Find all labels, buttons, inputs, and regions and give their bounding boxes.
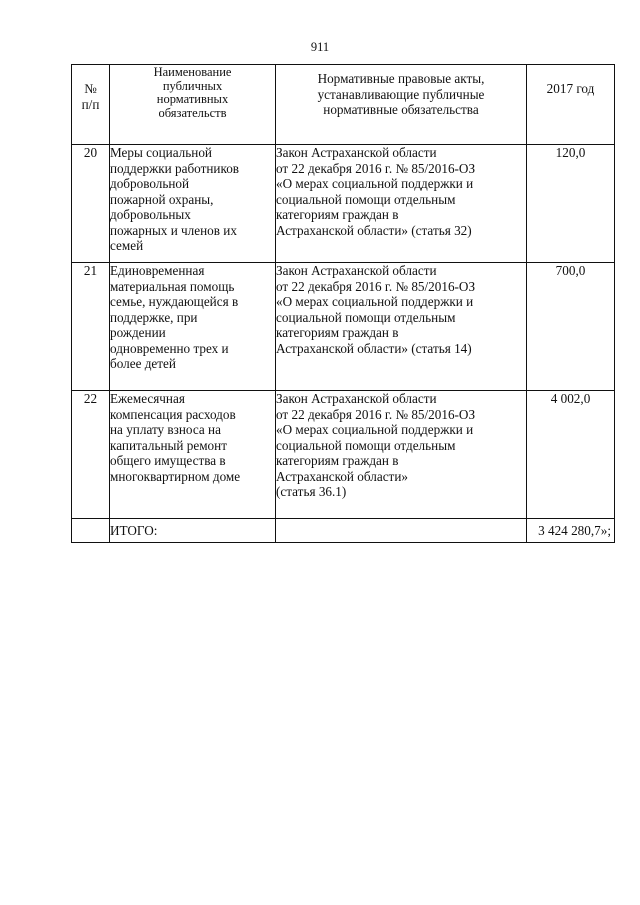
header-name <box>110 65 276 145</box>
row-num: 21 <box>72 263 110 391</box>
row-obligation-name: Единовременная материальная помощь семье, нуждающейся в поддержке, при рождении одновременно трех и более детей <box>110 263 276 391</box>
table-row <box>72 145 615 263</box>
row-amount: 700,0 <box>527 263 615 391</box>
row-legal-act: Закон Астраханской области от 22 декабря 2016 г. № 85/2016-ОЗ «О мерах социальной поддержки и социальной помощи отдельным категориям граждан в Астраханской области» (статья 32) <box>276 145 527 263</box>
total-label: ИТОГО: <box>110 519 276 543</box>
row-amount: 4 002,0 <box>527 391 615 519</box>
page-number: 911 <box>310 40 330 54</box>
row-obligation-name: Ежемесячная компенсация расходов на уплату взноса на капитальный ремонт общего имущества в многоквартирном доме <box>110 391 276 519</box>
header-num <box>72 65 110 145</box>
row-amount: 120,0 <box>527 145 615 263</box>
row-legal-act: Закон Астраханской области от 22 декабря 2016 г. № 85/2016-ОЗ «О мерах социальной поддержки и социальной помощи отдельным категориям граждан в Астраханской области» (статья 14) <box>276 263 527 391</box>
row-num: 20 <box>72 145 110 263</box>
row-legal-act: Закон Астраханской области от 22 декабря 2016 г. № 85/2016-ОЗ «О мерах социальной поддержки и социальной помощи отдельным категориям граждан в Астраханской области» (статья 36.1) <box>276 391 527 519</box>
header-year-text: 2017 год <box>546 81 595 96</box>
total-num-cell <box>72 519 110 543</box>
header-acts <box>276 65 527 145</box>
row-num: 22 <box>72 391 110 519</box>
header-num-text: № п/п <box>81 81 100 112</box>
header-year <box>527 65 615 145</box>
header-acts-text: Нормативные правовые акты, устанавливающие публичные нормативные обязательства <box>317 71 485 117</box>
row-obligation-name: Меры социальной поддержки работников добровольной пожарной охраны, добровольных пожарных и членов их семей <box>110 145 276 263</box>
header-name-text: Наименование публичных нормативных обязательств <box>153 65 232 120</box>
total-amount: 3 424 280,7»; <box>527 519 615 543</box>
total-acts-cell <box>276 519 527 543</box>
table-row <box>72 391 615 519</box>
obligations-table <box>71 64 615 543</box>
table-header-row <box>72 65 615 145</box>
table-row <box>72 263 615 391</box>
total-row <box>72 519 615 543</box>
